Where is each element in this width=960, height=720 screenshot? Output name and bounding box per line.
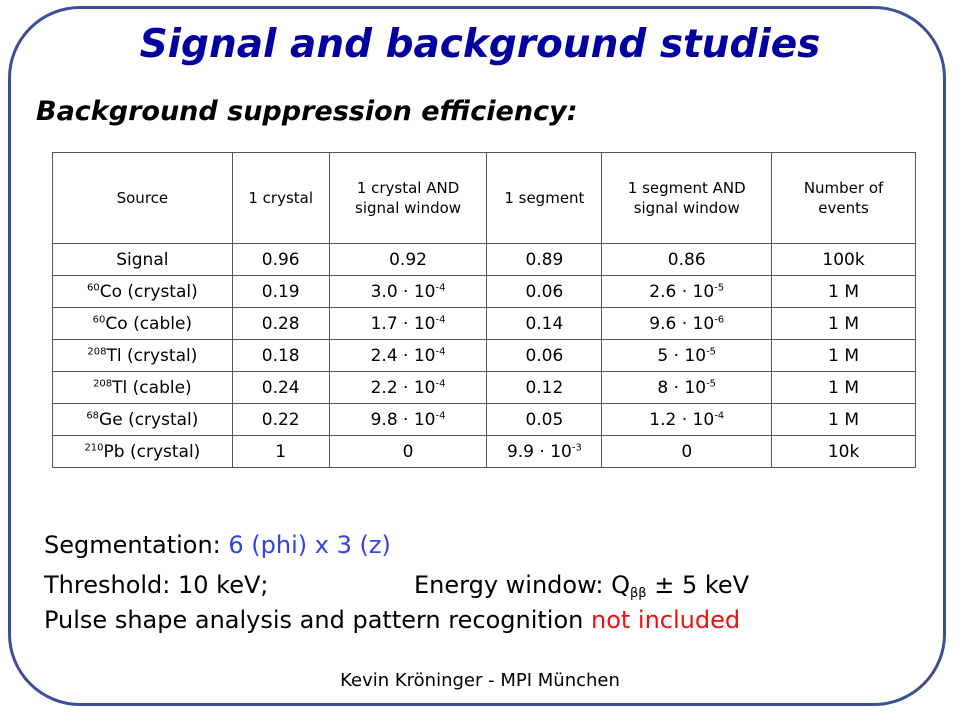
efficiency-exponent: -5 [714,281,725,293]
efficiency-value: 0.06 [525,281,564,302]
source-name: Tl (cable) [112,377,192,398]
efficiency-cell [602,372,772,404]
events-cell [772,404,916,436]
efficiency-value: 0.18 [261,345,300,366]
isotope-mass-number: 60 [87,281,100,293]
source-name: Tl (crystal) [106,345,198,366]
efficiency-value: 0.14 [525,313,564,334]
source-cell [53,340,233,372]
footer-credit: Kevin Kröninger - MPI München [340,670,620,691]
efficiency-cell [602,404,772,436]
column-header: 1 segment AND signal window [602,153,772,244]
energy-window-text [414,571,749,601]
efficiency-cell [602,436,772,468]
efficiency-exponent: -4 [435,377,446,389]
column-header: 1 segment [487,153,602,244]
threshold-line [44,571,750,601]
isotope-mass-number: 208 [93,377,113,389]
table-row [53,436,916,468]
efficiency-exponent: -4 [714,409,725,421]
efficiency-value: 2.6 · 10 [649,281,715,302]
efficiency-value: 2.4 · 10 [370,345,436,366]
efficiency-exponent: -4 [435,409,446,421]
efficiency-value: 0.19 [261,281,300,302]
efficiency-value: 0.86 [667,249,706,270]
efficiency-value: 3.0 · 10 [370,281,436,302]
events-cell [772,308,916,340]
efficiency-cell [329,372,487,404]
events-cell [772,340,916,372]
number-of-events: 100k [822,249,865,270]
efficiency-cell [329,244,487,276]
segmentation-label: Segmentation: [44,531,229,559]
number-of-events: 1 M [828,313,859,334]
efficiency-value: 0.12 [525,377,564,398]
efficiency-value: 8 · 10 [657,377,707,398]
isotope-mass-number: 60 [92,313,106,325]
segmentation-value: 6 (phi) x 3 (z) [228,531,391,559]
background-suppression-table [52,152,916,468]
efficiency-cell [232,244,329,276]
efficiency-cell [487,276,602,308]
efficiency-value: 9.8 · 10 [370,409,436,430]
pulse-shape-text: Pulse shape analysis and pattern recognition [44,606,591,634]
efficiency-value: 9.6 · 10 [649,313,715,334]
section-subtitle: Background suppression efficiency: [36,96,578,127]
efficiency-cell [602,276,772,308]
threshold-text: Threshold: 10 keV; [44,571,269,599]
number-of-events: 1 M [828,377,859,398]
table-header-row [53,153,916,244]
source-name: Pb (crystal) [103,441,201,462]
source-name: Ge (crystal) [99,409,199,430]
source-name: Signal [116,249,169,270]
efficiency-cell [487,372,602,404]
efficiency-value: 0.89 [525,249,564,270]
efficiency-exponent: -4 [435,281,446,293]
energy-window-range: ± 5 keV [646,571,750,599]
efficiency-value: 0.22 [261,409,300,430]
source-name: Co (cable) [105,313,193,334]
efficiency-cell [602,340,772,372]
source-cell [53,436,233,468]
table-row [53,404,916,436]
efficiency-cell [329,404,487,436]
efficiency-value: 0.06 [525,345,564,366]
events-cell [772,244,916,276]
efficiency-value: 5 · 10 [657,345,707,366]
source-cell [53,308,233,340]
efficiency-value: 0.28 [261,313,300,334]
table-row [53,308,916,340]
efficiency-exponent: -4 [435,313,446,325]
number-of-events: 1 M [828,409,859,430]
efficiency-cell [487,308,602,340]
events-cell [772,436,916,468]
source-cell [53,244,233,276]
table-row [53,276,916,308]
column-header: Number of events [772,153,916,244]
efficiency-cell [487,340,602,372]
events-cell [772,372,916,404]
efficiency-cell [232,340,329,372]
efficiency-value: 0.24 [261,377,300,398]
efficiency-exponent: -4 [435,345,446,357]
efficiency-cell [329,340,487,372]
efficiency-cell [602,308,772,340]
efficiency-exponent: -3 [571,441,582,453]
efficiency-exponent: -5 [706,345,717,357]
efficiency-value: 0 [402,441,414,462]
table-row [53,372,916,404]
energy-window-label: Energy window: Q [414,571,630,599]
number-of-events: 1 M [828,345,859,366]
efficiency-cell [232,404,329,436]
table-row [53,244,916,276]
number-of-events: 10k [827,441,860,462]
efficiency-cell [487,244,602,276]
efficiency-cell [232,436,329,468]
efficiency-exponent: -5 [706,377,717,389]
efficiency-cell [232,276,329,308]
efficiency-value: 1.7 · 10 [370,313,436,334]
column-header: Source [53,153,233,244]
events-cell [772,276,916,308]
efficiency-cell [232,372,329,404]
efficiency-cell [329,308,487,340]
number-of-events: 1 M [828,281,859,302]
isotope-mass-number: 210 [84,441,104,453]
column-header: 1 crystal [232,153,329,244]
source-cell [53,404,233,436]
efficiency-value: 2.2 · 10 [370,377,436,398]
efficiency-value: 0.92 [389,249,427,270]
efficiency-cell [329,436,487,468]
efficiency-cell [232,308,329,340]
source-name: Co (crystal) [99,281,198,302]
efficiency-cell [487,404,602,436]
q-subscript: ββ [630,586,647,601]
table-row [53,340,916,372]
efficiency-cell [487,436,602,468]
efficiency-value: 0 [681,441,693,462]
isotope-mass-number: 208 [87,345,107,357]
efficiency-value: 0.05 [525,409,564,430]
efficiency-value: 0.96 [261,249,300,270]
source-cell [53,276,233,308]
isotope-mass-number: 68 [86,409,100,421]
column-header: 1 crystal AND signal window [329,153,487,244]
slide-title: Signal and background studies [139,22,821,67]
efficiency-exponent: -6 [714,313,725,325]
efficiency-cell [329,276,487,308]
pulse-shape-line [44,606,740,634]
not-included-text: not included [590,606,741,634]
source-cell [53,372,233,404]
efficiency-cell [602,244,772,276]
efficiency-value: 1.2 · 10 [649,409,715,430]
segmentation-line [44,531,391,559]
efficiency-value: 9.9 · 10 [506,441,572,462]
efficiency-value: 1 [275,441,287,462]
